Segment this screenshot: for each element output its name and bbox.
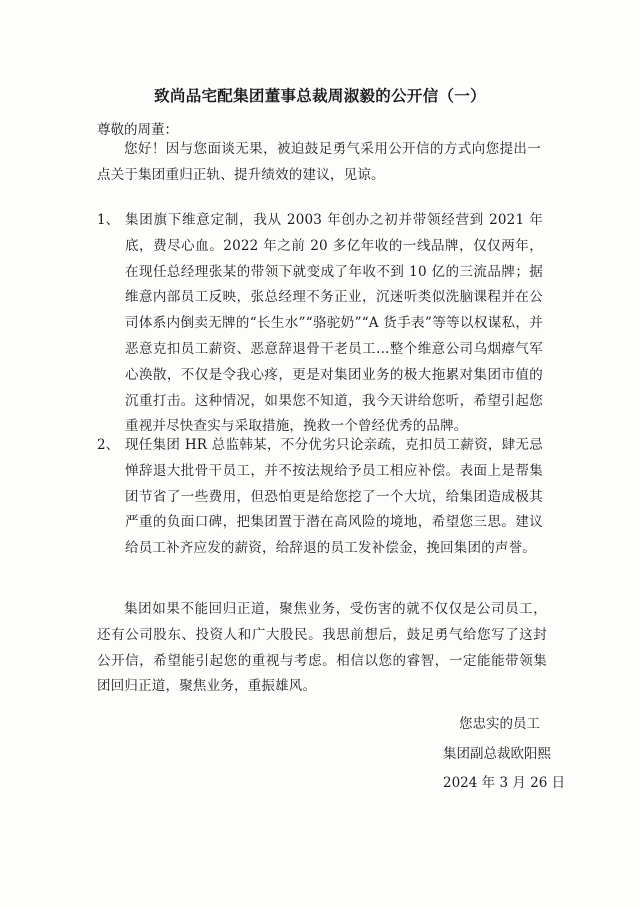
intro-paragraph: 您好！因与您面谈无果，被迫鼓足勇气采用公开信的方式向您提出一点关于集团重归正轨、提升绩效的建议，见谅。 — [97, 141, 541, 183]
salutation: 尊敬的周董： — [97, 122, 178, 138]
item-text: 现任集团 HR 总监韩某，不分优劣只论亲疏，克扣员工薪资，肆无忌惮辞退大批骨干员工，并不按法规给予员工相应补偿。表面上是帮集团节省了一些费用，但恐怕更是给您挖了一个大坑，给集团造成极其严重的负面口碑，把集团置于潜在高风险的境地，希望您三思。建议给员工补齐应发的薪资，给辞退的员工发补偿金，挽回集团的声誉。 — [125, 437, 543, 557]
item-number: 1、 — [97, 212, 120, 228]
signature-valediction: 您忠实的员工 — [459, 716, 540, 732]
item-text: 集团旗下维意定制，我从 2003 年创办之初并带领经营到 2021 年底，费尽心血。2022 年之前 20 多亿年收的一线品牌，仅仅两年，在现任总经理张某的带领下就变成了年收不到 10 亿的三流品牌；据维意内部员工反映，张总经理不务正业，沉迷听类似洗脑课程并在公司体系内倒卖无牌的“长生水”“骆驼奶”“A 货手表”等等以权谋私，并恶意克扣员工薪资、恶意辞退骨干老员工...整个维意公司乌烟瘴气军心涣散，不仅是令我心疼，更是对集团业务的极大拖累对集团市值的沉重打击。这种情况，如果您不知道，我今天讲给您听，希望引起您重视并尽快查实与采取措施，挽救一个曾经优秀的品牌。 — [125, 212, 543, 435]
closing-paragraph: 集团如果不能回归正道，聚焦业务，受伤害的就不仅仅是公司员工，还有公司股东、投资人和广大股民。我思前想后，鼓足勇气给您写了这封公开信，希望能引起您的重视与考虑。相信以您的睿智，一定能能带领集团回归正道，聚焦业务，重振雄风。 — [97, 601, 547, 695]
item-number: 2、 — [97, 437, 120, 453]
letter-title: 致尚品宅配集团董事总裁周淑毅的公开信（一） — [154, 86, 486, 105]
signature-date: 2024 年 3 月 26 日 — [443, 775, 566, 791]
signature-name: 集团副总裁欧阳熙 — [443, 746, 551, 762]
